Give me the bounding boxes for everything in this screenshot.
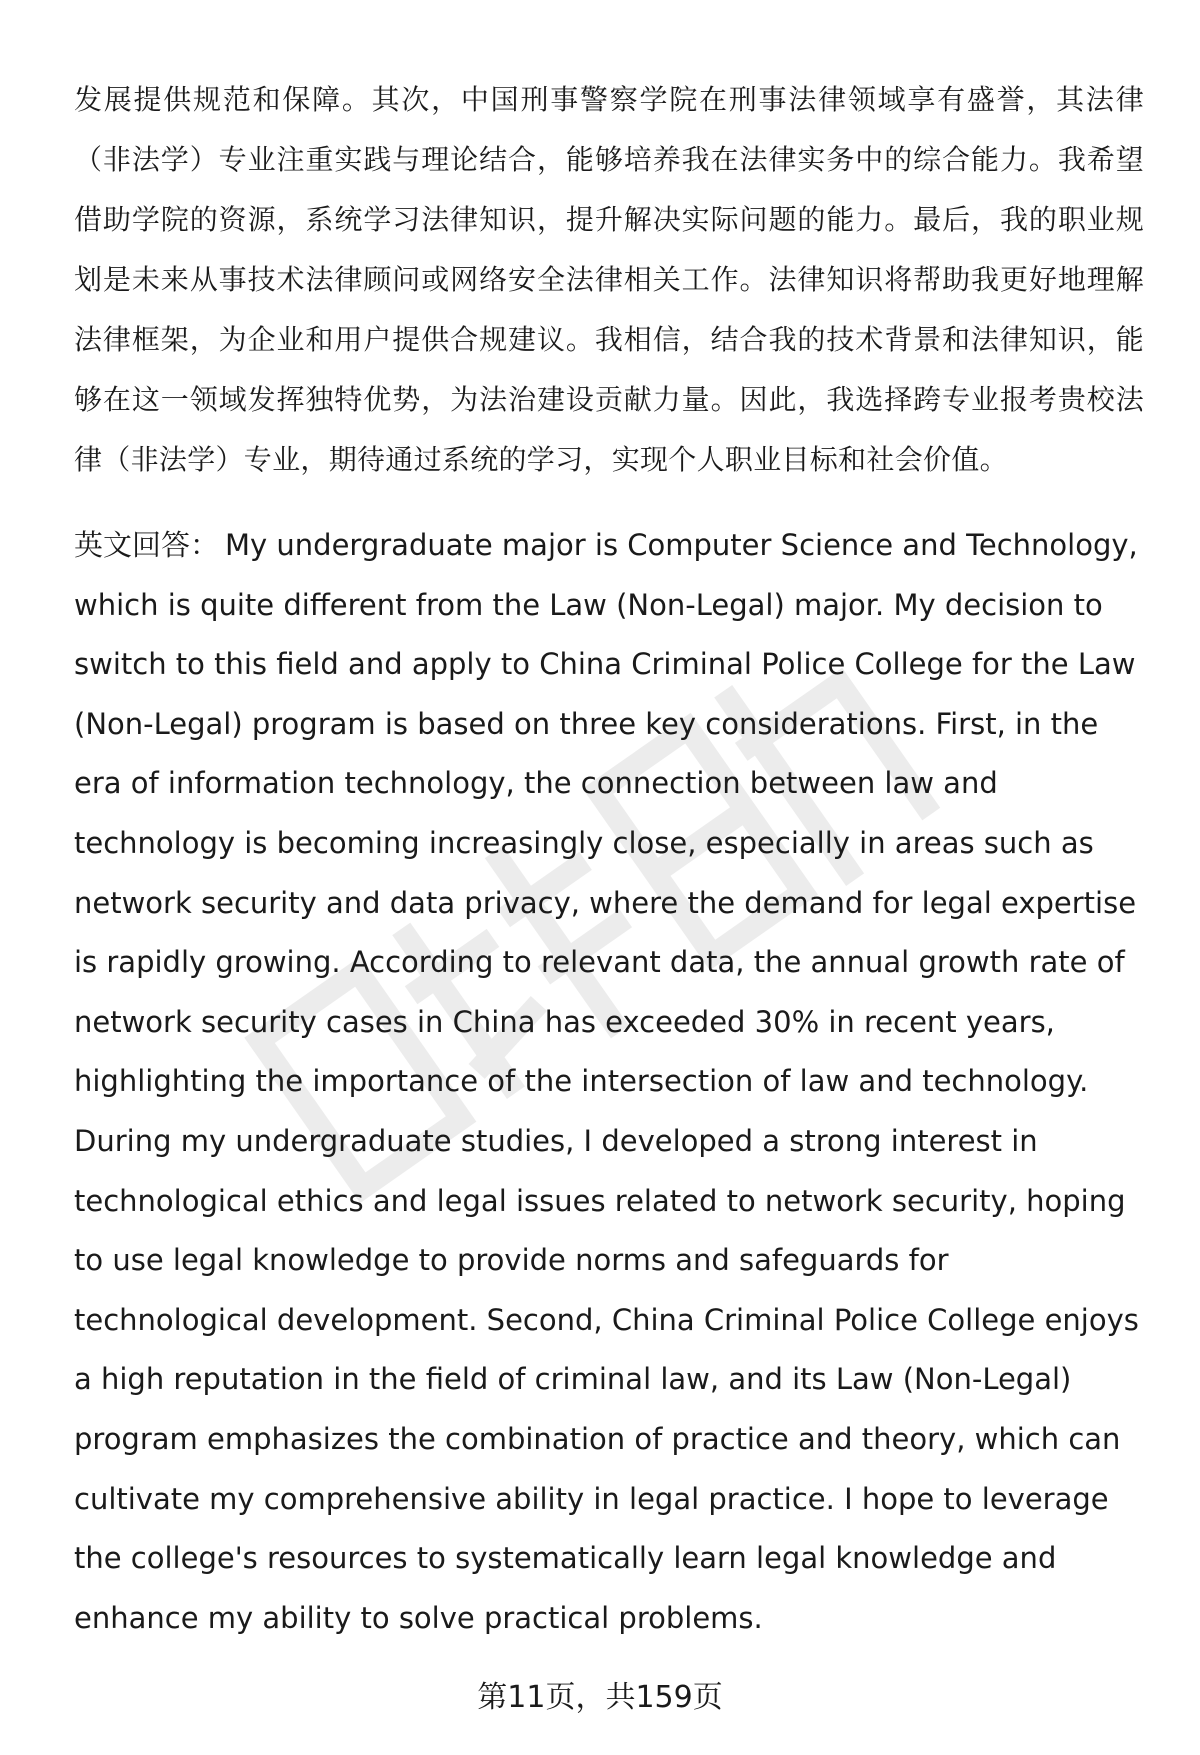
english-answer-paragraph [74, 516, 1144, 1648]
english-answer-text: My undergraduate major is Computer Science and Technology, which is quite different from the Law (Non-Legal) major. My decision to switch to this field and apply to China Criminal Police College for the Law (Non-Legal) program is based on three key considerations. First, in the era of information technology, the connection between law and technology is becoming increasingly close, especially in areas such as network security and data privacy, where the demand for legal expertise is rapidly growing. According to relevant data, the annual growth rate of network security cases in China has exceeded 30% in recent years, highlighting the importance of the intersection of law and technology. During my undergraduate studies, I developed a strong interest in technological ethics and legal issues related to network security, hoping to use legal knowledge to provide norms and safeguards for technological development. Second, China Criminal Police College enjoys a high reputation in the field of criminal law, and its Law (Non-Legal) program emphasizes the combination of practice and theory, which can cultivate my comprehensive ability in legal practice. I hope to leverage the college's resources to systematically learn legal knowledge and enhance my ability to solve practical problems. [74, 528, 1139, 1635]
document-body [74, 70, 1144, 1648]
chinese-paragraph: 发展提供规范和保障。其次，中国刑事警察学院在刑事法律领域享有盛誉，其法律（非法学）专业注重实践与理论结合，能够培养我在法律实务中的综合能力。我希望借助学院的资源，系统学习法律知识，提升解决实际问题的能力。最后，我的职业规划是未来从事技术法律顾问或网络安全法律相关工作。法律知识将帮助我更好地理解法律框架，为企业和用户提供合规建议。我相信，结合我的技术背景和法律知识，能够在这一领域发挥独特优势，为法治建设贡献力量。因此，我选择跨专业报考贵校法律（非法学）专业，期待通过系统的学习，实现个人职业目标和社会价值。 [74, 83, 1144, 476]
page-number-footer: 第11页，共159页 [477, 1680, 723, 1715]
english-answer-label: 英文回答： [74, 528, 220, 562]
